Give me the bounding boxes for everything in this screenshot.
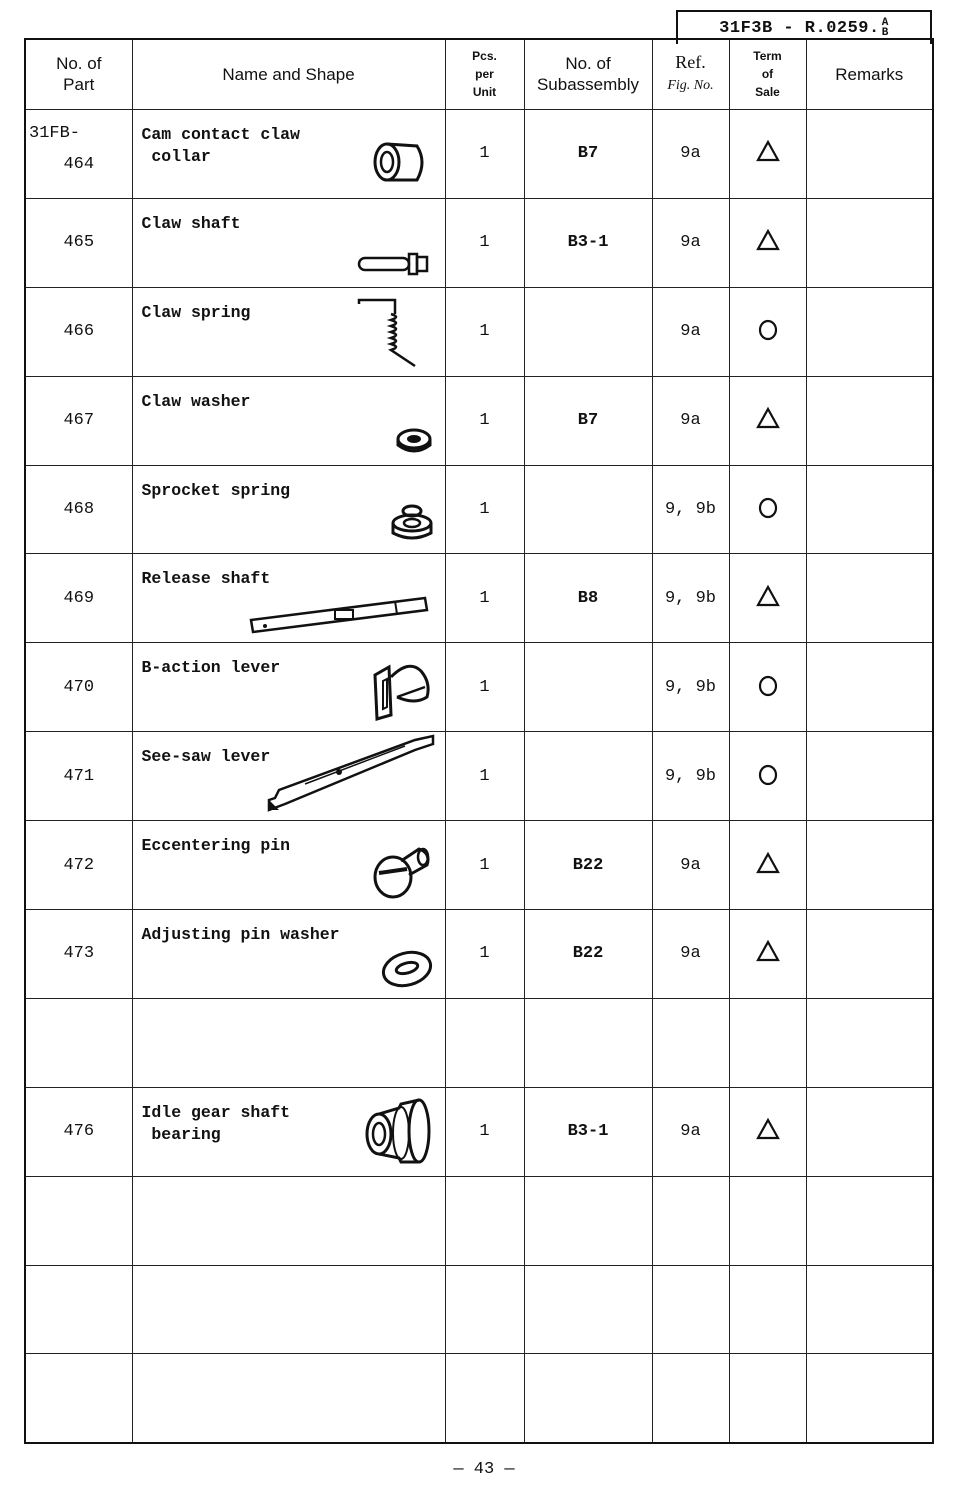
pcs-per-unit: 1 (445, 109, 524, 198)
ref-fig-no: 9a (652, 1087, 729, 1176)
table-row (25, 1265, 933, 1354)
subassembly-no: B8 (524, 554, 652, 643)
part-number: 470 (63, 677, 95, 697)
remarks-cell (806, 1354, 933, 1443)
sprocket-spring-icon (389, 501, 435, 545)
part-number: 467 (63, 411, 95, 431)
part-name: See-saw lever (141, 747, 271, 767)
pcs-per-unit (445, 998, 524, 1087)
page-number: — 43 — (453, 1460, 515, 1479)
name-shape-cell (132, 554, 445, 643)
document-code-main: 31F3B - R.0259. (719, 18, 880, 38)
triangle-icon (755, 138, 781, 164)
table-row (25, 1176, 933, 1265)
name-shape-cell (132, 821, 445, 910)
shaft-icon (355, 249, 435, 279)
triangle-icon (755, 227, 781, 253)
ref-fig-no (652, 1176, 729, 1265)
subassembly-no (524, 1354, 652, 1443)
name-shape-cell (132, 732, 445, 821)
part-prefix: 31FB- (29, 123, 81, 143)
collar-icon (365, 134, 435, 190)
header-name-shape: Name and Shape (132, 39, 445, 109)
table-row (25, 287, 933, 376)
pcs-per-unit: 1 (445, 554, 524, 643)
part-number-cell (25, 910, 132, 999)
part-number: 472 (63, 855, 95, 875)
header-part-no: No. of Part (25, 39, 132, 109)
part-number-cell (25, 554, 132, 643)
header-pcs-per-unit: Pcs. per Unit (445, 39, 524, 109)
part-name: Adjusting pin washer (141, 925, 340, 945)
triangle-icon (755, 938, 781, 964)
part-name: Eccentering pin (141, 836, 291, 856)
table-row (25, 554, 933, 643)
header-term-of-sale: Term of Sale (729, 39, 806, 109)
remarks-cell (806, 109, 933, 198)
table-row (25, 821, 933, 910)
part-number-cell (25, 1265, 132, 1354)
remarks-cell (806, 1087, 933, 1176)
table-row (25, 643, 933, 732)
remarks-cell (806, 198, 933, 287)
ref-fig-no (652, 1354, 729, 1443)
pin-icon (371, 843, 435, 901)
part-number: 468 (63, 500, 95, 519)
table-row (25, 465, 933, 554)
term-of-sale (729, 1087, 806, 1176)
term-of-sale (729, 643, 806, 732)
circle-icon (755, 761, 781, 787)
header-row (25, 39, 933, 109)
subassembly-no: B7 (524, 376, 652, 465)
name-shape-cell (132, 1176, 445, 1265)
name-shape-cell (132, 376, 445, 465)
part-number-cell (25, 998, 132, 1087)
remarks-cell (806, 376, 933, 465)
ref-fig-no: 9a (652, 376, 729, 465)
triangle-icon (755, 583, 781, 609)
subassembly-no (524, 1265, 652, 1354)
document-code-sub: B (881, 27, 889, 39)
table-row (25, 732, 933, 821)
part-number-cell (25, 643, 132, 732)
remarks-cell (806, 643, 933, 732)
subassembly-no (524, 998, 652, 1087)
table-row (25, 998, 933, 1087)
remarks-cell (806, 910, 933, 999)
name-shape-cell (132, 287, 445, 376)
part-number: 465 (63, 233, 95, 253)
pcs-per-unit: 1 (445, 287, 524, 376)
remarks-cell (806, 465, 933, 554)
term-of-sale (729, 821, 806, 910)
table-row (25, 910, 933, 999)
circle-icon (755, 494, 781, 520)
document-code-fraction (882, 18, 889, 38)
ref-fig-no: 9, 9b (652, 465, 729, 554)
term-of-sale (729, 910, 806, 999)
part-number-cell (25, 465, 132, 554)
part-number-cell (25, 287, 132, 376)
ref-fig-no: 9a (652, 287, 729, 376)
pcs-per-unit: 1 (445, 465, 524, 554)
parts-table (24, 38, 934, 1444)
pcs-per-unit: 1 (445, 376, 524, 465)
part-number: 476 (63, 1122, 95, 1142)
pcs-per-unit: 1 (445, 821, 524, 910)
term-of-sale (729, 1354, 806, 1443)
ref-fig-no: 9, 9b (652, 554, 729, 643)
part-number-cell (25, 1176, 132, 1265)
remarks-cell (806, 998, 933, 1087)
part-number: 464 (63, 155, 95, 175)
circle-icon (755, 316, 781, 342)
subassembly-no (524, 643, 652, 732)
subassembly-no (524, 732, 652, 821)
remarks-cell (806, 1176, 933, 1265)
term-of-sale (729, 287, 806, 376)
table-row (25, 1354, 933, 1443)
pcs-per-unit (445, 1265, 524, 1354)
subassembly-no: B3-1 (524, 198, 652, 287)
part-number-cell (25, 109, 132, 198)
term-of-sale (729, 465, 806, 554)
part-number-cell (25, 732, 132, 821)
ref-fig-no: 9, 9b (652, 643, 729, 732)
remarks-cell (806, 821, 933, 910)
term-of-sale (729, 1265, 806, 1354)
release-shaft-icon (245, 590, 435, 634)
document-code-sup: A (881, 17, 889, 29)
pcs-per-unit: 1 (445, 198, 524, 287)
flat-washer-icon (379, 948, 435, 990)
subassembly-no: B22 (524, 821, 652, 910)
part-number-cell (25, 198, 132, 287)
remarks-cell (806, 732, 933, 821)
subassembly-no: B22 (524, 910, 652, 999)
term-of-sale (729, 554, 806, 643)
name-shape-cell (132, 998, 445, 1087)
subassembly-no (524, 465, 652, 554)
ref-fig-no: 9a (652, 910, 729, 999)
subassembly-no: B3-1 (524, 1087, 652, 1176)
name-shape-cell (132, 1354, 445, 1443)
ref-fig-no: 9a (652, 821, 729, 910)
triangle-icon (755, 405, 781, 431)
bearing-icon (359, 1092, 435, 1168)
part-number: 466 (63, 322, 95, 342)
part-number: 473 (63, 944, 95, 964)
remarks-cell (806, 287, 933, 376)
circle-icon (755, 672, 781, 698)
term-of-sale (729, 376, 806, 465)
part-number-cell (25, 821, 132, 910)
part-name: Release shaft (141, 569, 271, 589)
term-of-sale (729, 732, 806, 821)
triangle-icon (755, 1116, 781, 1142)
pcs-per-unit: 1 (445, 910, 524, 999)
pcs-per-unit (445, 1354, 524, 1443)
ref-fig-no (652, 1265, 729, 1354)
term-of-sale (729, 109, 806, 198)
see-saw-icon (265, 734, 435, 812)
name-shape-cell (132, 643, 445, 732)
washer-icon (393, 425, 435, 457)
subassembly-no (524, 287, 652, 376)
term-of-sale (729, 198, 806, 287)
part-number-cell (25, 1087, 132, 1176)
name-shape-cell (132, 109, 445, 198)
part-name: Cam contact claw collar (141, 124, 300, 166)
part-number-cell (25, 1354, 132, 1443)
header-subassembly: No. of Subassembly (524, 39, 652, 109)
part-name: Claw spring (141, 302, 251, 322)
part-number-cell (25, 376, 132, 465)
pcs-per-unit: 1 (445, 1087, 524, 1176)
table-row (25, 109, 933, 198)
part-number: 469 (63, 588, 95, 608)
name-shape-cell (132, 465, 445, 554)
subassembly-no (524, 1176, 652, 1265)
header-ref-fig: Ref. Fig. No. (652, 39, 729, 109)
term-of-sale (729, 998, 806, 1087)
spring-icon (355, 298, 435, 368)
pcs-per-unit: 1 (445, 643, 524, 732)
part-name: B-action lever (141, 658, 281, 678)
name-shape-cell (132, 1087, 445, 1176)
ref-fig-no: 9, 9b (652, 732, 729, 821)
lever-icon (369, 657, 435, 723)
name-shape-cell (132, 198, 445, 287)
part-name: Claw shaft (141, 213, 241, 233)
part-number: 471 (63, 766, 95, 786)
term-of-sale (729, 1176, 806, 1265)
pcs-per-unit: 1 (445, 732, 524, 821)
ref-fig-no: 9a (652, 109, 729, 198)
part-name: Idle gear shaft bearing (141, 1102, 291, 1144)
triangle-icon (755, 850, 781, 876)
remarks-cell (806, 554, 933, 643)
table-row (25, 1087, 933, 1176)
part-name: Sprocket spring (141, 480, 291, 500)
remarks-cell (806, 1265, 933, 1354)
part-name: Claw washer (141, 391, 251, 411)
table-row (25, 376, 933, 465)
ref-fig-no (652, 998, 729, 1087)
name-shape-cell (132, 1265, 445, 1354)
subassembly-no: B7 (524, 109, 652, 198)
table-row (25, 198, 933, 287)
ref-fig-no: 9a (652, 198, 729, 287)
header-remarks: Remarks (806, 39, 933, 109)
pcs-per-unit (445, 1176, 524, 1265)
name-shape-cell (132, 910, 445, 999)
